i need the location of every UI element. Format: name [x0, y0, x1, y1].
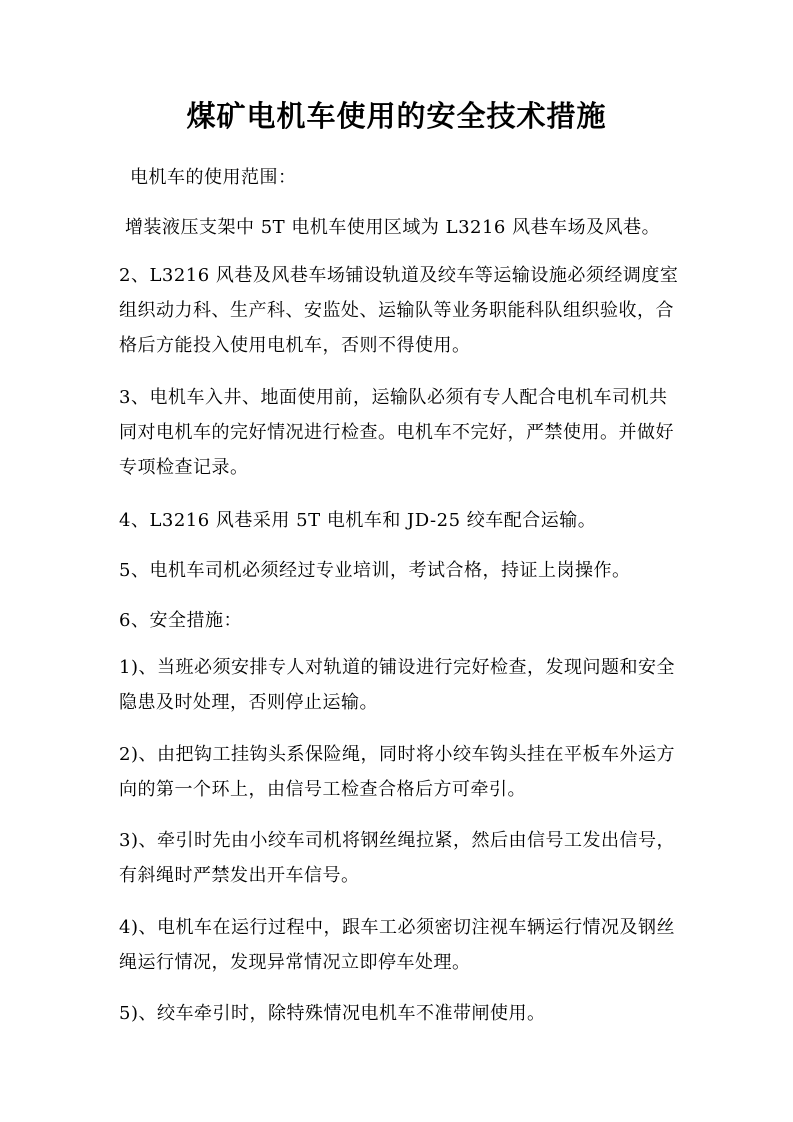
paragraph-measure-5: 5)、绞车牵引时，除特殊情况电机车不准带闸使用。: [119, 1003, 546, 1024]
paragraph-item-2: 2、L3216 风巷及风巷车场铺设轨道及绞车等运输设施必须经调度室组织动力科、生产科、安监处、运输队等业务职能科队组织验收，合格后方能投入使用电机车，否则不得使用。: [119, 265, 679, 356]
paragraph-usage-scope-heading: 电机车的使用范围：: [130, 167, 297, 188]
paragraph-measure-4: 4)、电机车在运行过程中，跟车工必须密切注视车辆运行情况及钢丝绳运行情况，发现异常情况立即停车处理。: [119, 917, 675, 973]
paragraph-measure-3: 3)、牵引时先由小绞车司机将钢丝绳拉紧，然后由信号工发出信号，有斜绳时严禁发出开车信号。: [119, 830, 675, 886]
paragraph-item-6-heading: 6、安全措施：: [119, 610, 242, 631]
paragraph-usage-area: 增装液压支架中 5T 电机车使用区域为 L3216 风巷车场及风巷。: [125, 217, 661, 238]
paragraph-measure-2: 2)、由把钩工挂钩头系保险绳，同时将小绞车钩头挂在平板车外运方向的第一个环上，由信号工检查合格后方可牵引。: [119, 744, 675, 800]
document-title: 煤矿电机车使用的安全技术措施: [186, 99, 607, 133]
paragraph-item-5: 5、电机车司机必须经过专业培训，考试合格，持证上岗操作。: [119, 560, 631, 581]
paragraph-item-3: 3、电机车入井、地面使用前，运输队必须有专人配合电机车司机共同对电机车的完好情况进行检查。电机车不完好，严禁使用。并做好专项检查记录。: [119, 387, 674, 478]
paragraph-measure-1: 1)、当班必须安排专人对轨道的铺设进行完好检查，发现问题和安全隐患及时处理，否则停止运输。: [119, 657, 675, 713]
paragraph-item-4: 4、L3216 风巷采用 5T 电机车和 JD-25 绞车配合运输。: [119, 510, 597, 531]
